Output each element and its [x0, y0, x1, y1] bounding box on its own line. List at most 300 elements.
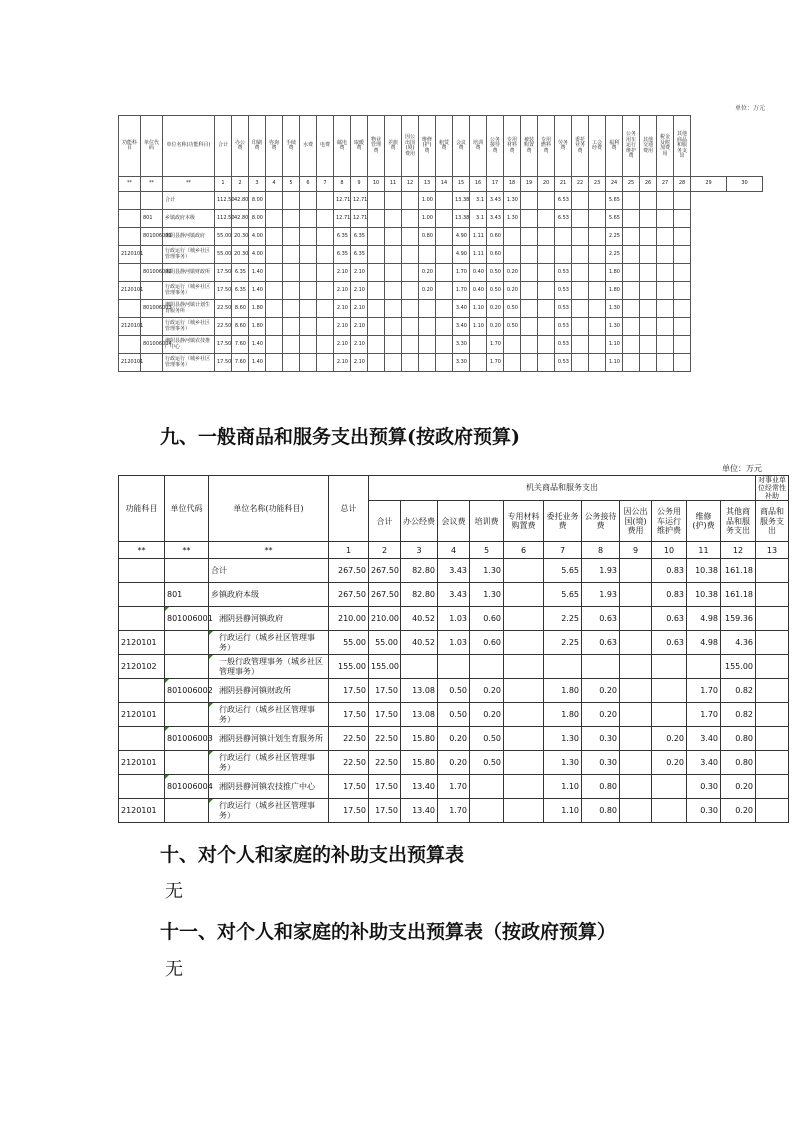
t8-code-cell: 18	[504, 177, 521, 192]
t8-header-cell: 单位代码	[141, 116, 163, 177]
t9-value-cell	[504, 607, 544, 631]
t9-value-cell: 0.83	[652, 583, 687, 607]
t9-table-row	[119, 559, 789, 583]
t9-subheader-cell: 公务用车运行维护费	[652, 501, 687, 542]
t8-value-cell: 1.30	[606, 318, 623, 336]
t9-value-cell: 10.38	[687, 583, 721, 607]
t9-value-cell	[756, 751, 789, 775]
t8-code-cell: 5	[283, 177, 300, 192]
t8-value-cell	[317, 282, 334, 300]
t9-value-cell	[756, 703, 789, 727]
t8-value-cell	[419, 246, 436, 264]
t9-value-cell	[504, 751, 544, 775]
t9-table-row	[119, 751, 789, 775]
t8-value-cell: 55.00	[215, 228, 232, 246]
t8-value-cell	[402, 228, 419, 246]
t9-unit-name-cell: 行政运行（城乡社区管理事务）	[209, 703, 329, 727]
t9-value-cell: 0.80	[582, 775, 620, 799]
t9-value-cell	[582, 655, 620, 679]
t8-code-cell	[141, 318, 163, 336]
t9-value-cell: 13.40	[401, 775, 438, 799]
t8-header-cell: 劳务费	[555, 116, 572, 177]
t8-value-cell: 1.40	[249, 264, 266, 282]
t8-value-cell: 3.30	[453, 354, 470, 372]
t8-value-cell: 12.71	[351, 192, 368, 210]
section11-body: 无	[165, 959, 183, 980]
t9-value-cell: 267.50	[369, 559, 401, 583]
t9-value-cell: 22.50	[329, 727, 369, 751]
t9-value-cell: 0.20	[582, 679, 620, 703]
t8-value-cell	[300, 318, 317, 336]
t9-value-cell	[620, 679, 652, 703]
section11-title: 十一、对个人和家庭的补助支出预算表（按政府预算）	[160, 921, 617, 943]
t8-value-cell: 112.50	[215, 210, 232, 228]
t8-header-cell: 功能科目	[119, 116, 141, 177]
t9-value-cell	[620, 751, 652, 775]
t9-head-func: 功能科目	[119, 476, 165, 542]
t8-func-cell	[119, 228, 141, 246]
t9-func-cell	[119, 775, 165, 799]
t9-code-cell: 5	[470, 542, 504, 559]
t8-value-cell: 2.10	[351, 336, 368, 354]
t8-value-cell	[674, 282, 691, 300]
t8-value-cell	[640, 318, 657, 336]
t9-func-cell: 2120101	[119, 631, 165, 655]
t9-value-cell: 1.93	[582, 559, 620, 583]
t8-func-cell: 2120101	[119, 282, 141, 300]
t9-value-cell: 17.50	[329, 775, 369, 799]
t8-value-cell	[300, 336, 317, 354]
t8-value-cell	[283, 192, 300, 210]
t8-value-cell: 1.30	[606, 300, 623, 318]
t8-value-cell: 0.60	[487, 228, 504, 246]
t8-value-cell	[436, 210, 453, 228]
t8-value-cell	[589, 300, 606, 318]
t8-value-cell	[385, 354, 402, 372]
t9-value-cell: 155.00	[329, 655, 369, 679]
t8-value-cell	[300, 228, 317, 246]
t9-value-cell: 1.70	[687, 679, 721, 703]
t8-code-cell: 15	[453, 177, 470, 192]
t8-value-cell: 6.35	[334, 246, 351, 264]
t8-value-cell	[368, 264, 385, 282]
t9-value-cell	[438, 655, 470, 679]
t8-table-row	[119, 246, 763, 264]
t9-value-cell	[504, 799, 544, 823]
t9-value-cell	[470, 775, 504, 799]
t8-header-cell: 租赁费	[436, 116, 453, 177]
t9-unit-code-cell	[165, 631, 209, 655]
t9-unit-name-cell: 行政运行（城乡社区管理事务）	[209, 751, 329, 775]
t9-value-cell: 1.10	[544, 799, 582, 823]
t8-value-cell: 0.40	[470, 264, 487, 282]
t9-value-cell: 2.25	[544, 631, 582, 655]
t9-value-cell: 0.20	[470, 703, 504, 727]
t9-value-cell: 0.20	[470, 679, 504, 703]
t8-value-cell: 2.10	[334, 264, 351, 282]
t8-table-row	[119, 318, 763, 336]
t9-value-cell: 0.60	[470, 607, 504, 631]
t8-value-cell	[368, 336, 385, 354]
t9-subheader-cell: 会议费	[438, 501, 470, 542]
t8-value-cell	[521, 210, 538, 228]
t8-code-cell: 30	[727, 177, 763, 192]
t8-value-cell	[589, 210, 606, 228]
t9-value-cell: 1.70	[687, 703, 721, 727]
t8-value-cell: 1.80	[606, 264, 623, 282]
t8-value-cell	[317, 246, 334, 264]
t8-code-cell: 26	[640, 177, 657, 192]
t8-table-row	[119, 192, 763, 210]
t9-value-cell: 0.20	[438, 751, 470, 775]
t8-value-cell: 0.53	[555, 264, 572, 282]
t8-value-cell	[317, 264, 334, 282]
t9-value-cell	[756, 607, 789, 631]
t8-header-cell: 电费	[317, 116, 334, 177]
t8-value-cell	[657, 300, 674, 318]
t9-value-cell: 210.00	[369, 607, 401, 631]
t8-value-cell	[419, 300, 436, 318]
t8-value-cell: 4.90	[453, 246, 470, 264]
t9-subheader-cell: 委托业务费	[544, 501, 582, 542]
t8-header-cell: 取暖费	[351, 116, 368, 177]
t8-value-cell	[368, 246, 385, 264]
t8-value-cell	[623, 318, 640, 336]
t9-func-cell	[119, 607, 165, 631]
t9-value-cell: 0.30	[687, 775, 721, 799]
t9-value-cell	[544, 655, 582, 679]
t8-value-cell: 8.60	[232, 300, 249, 318]
t8-name-cell: 行政运行（城乡社区管理事务）	[163, 354, 215, 372]
t9-unit-code-cell	[165, 703, 209, 727]
t9-value-cell: 82.80	[401, 583, 438, 607]
t9-func-cell	[119, 727, 165, 751]
t9-value-cell	[756, 559, 789, 583]
t8-value-cell	[589, 318, 606, 336]
t8-value-cell: 1.70	[487, 354, 504, 372]
t8-value-cell	[436, 192, 453, 210]
t8-value-cell: 12.71	[334, 192, 351, 210]
t8-value-cell: 4.00	[249, 228, 266, 246]
t8-value-cell	[623, 246, 640, 264]
t9-code-cell: 10	[652, 542, 687, 559]
t9-code-cell: 6	[504, 542, 544, 559]
t8-value-cell	[300, 282, 317, 300]
t8-code-cell: 801006002	[141, 264, 163, 282]
t8-value-cell	[300, 264, 317, 282]
t8-value-cell	[385, 318, 402, 336]
t8-value-cell	[266, 210, 283, 228]
t8-value-cell	[266, 228, 283, 246]
t8-value-cell	[385, 228, 402, 246]
t8-name-cell: 湘阴县静河镇政府	[163, 228, 215, 246]
t8-value-cell: 3.40	[453, 318, 470, 336]
t8-value-cell	[402, 210, 419, 228]
t9-unit-code-cell: 801	[165, 583, 209, 607]
t8-header-cell: 合计	[215, 116, 232, 177]
t8-code-cell: 12	[402, 177, 419, 192]
t8-value-cell	[538, 246, 555, 264]
t8-value-cell	[674, 300, 691, 318]
t9-value-cell: 17.50	[369, 799, 401, 823]
t9-value-cell: 155.00	[721, 655, 756, 679]
t8-header-cell: 会议费	[453, 116, 470, 177]
t9-value-cell	[470, 655, 504, 679]
t8-value-cell: 1.10	[606, 354, 623, 372]
t8-value-cell	[521, 300, 538, 318]
t9-value-cell: 0.30	[582, 751, 620, 775]
t9-value-cell	[504, 703, 544, 727]
t9-subheader-cell: 其他商品和服务支出	[721, 501, 756, 542]
t8-name-cell: 湘阴县静河镇计划生育服务所	[163, 300, 215, 318]
t9-value-cell	[620, 703, 652, 727]
t8-value-cell	[657, 336, 674, 354]
t8-value-cell	[385, 192, 402, 210]
t8-value-cell	[266, 264, 283, 282]
t8-value-cell	[385, 282, 402, 300]
t8-value-cell: 112.50	[215, 192, 232, 210]
t8-value-cell: 20.30	[232, 228, 249, 246]
t9-code-cell: **	[165, 542, 209, 559]
t8-value-cell	[572, 228, 589, 246]
t8-value-cell: 1.40	[249, 336, 266, 354]
t9-value-cell: 267.50	[329, 583, 369, 607]
t8-value-cell: 2.10	[334, 336, 351, 354]
t8-value-cell: 8.00	[249, 210, 266, 228]
t8-value-cell: 5.65	[606, 192, 623, 210]
t8-value-cell	[623, 228, 640, 246]
t9-table-row	[119, 727, 789, 751]
t9-value-cell: 0.82	[721, 703, 756, 727]
t9-value-cell: 4.98	[687, 631, 721, 655]
t8-value-cell	[521, 228, 538, 246]
t8-value-cell: 1.70	[453, 264, 470, 282]
t8-value-cell	[266, 318, 283, 336]
t9-subheader-cell: 办公经费	[401, 501, 438, 542]
t8-value-cell	[419, 354, 436, 372]
t9-table-row	[119, 775, 789, 799]
t9-subheader-cell: 因公出国(境)费用	[620, 501, 652, 542]
t8-value-cell: 3.43	[487, 210, 504, 228]
t8-header-cell: 手续费	[283, 116, 300, 177]
t8-value-cell	[538, 354, 555, 372]
t8-header-cell: 被装购置费	[521, 116, 538, 177]
t8-code-cell: 21	[555, 177, 572, 192]
t9-value-cell: 1.03	[438, 607, 470, 631]
t9-value-cell: 13.40	[401, 799, 438, 823]
t8-code-cell: 2	[232, 177, 249, 192]
t9-value-cell: 3.43	[438, 583, 470, 607]
t8-func-cell	[119, 300, 141, 318]
t8-func-cell: 2120101	[119, 246, 141, 264]
t8-value-cell: 1.00	[419, 210, 436, 228]
t8-value-cell	[674, 336, 691, 354]
t8-code-cell: **	[141, 177, 163, 192]
t9-table-row	[119, 703, 789, 727]
t9-value-cell: 1.70	[438, 799, 470, 823]
t8-table-row	[119, 300, 763, 318]
table9-unit: 单位：万元	[722, 464, 762, 473]
t8-header-cell: 因公出国(境)费用	[402, 116, 419, 177]
t8-value-cell	[589, 264, 606, 282]
t9-value-cell: 267.50	[329, 559, 369, 583]
t8-value-cell	[589, 282, 606, 300]
t9-value-cell: 40.52	[401, 631, 438, 655]
t8-value-cell: 0.20	[504, 264, 521, 282]
t8-name-cell: 湘阴县静河镇财政所	[163, 264, 215, 282]
t8-value-cell	[266, 336, 283, 354]
t9-head-group-subsidy: 对事业单位经常性补助	[756, 476, 789, 501]
table9	[118, 475, 789, 823]
t9-subheader-cell: 合计	[369, 501, 401, 542]
t9-table-row	[119, 799, 789, 823]
t9-unit-code-cell	[165, 799, 209, 823]
t9-unit-code-cell	[165, 751, 209, 775]
t8-value-cell	[266, 192, 283, 210]
t8-value-cell	[640, 228, 657, 246]
t9-value-cell: 159.36	[721, 607, 756, 631]
t8-code-cell: 801006003	[141, 300, 163, 318]
t9-value-cell	[504, 655, 544, 679]
t8-value-cell	[470, 336, 487, 354]
t8-table-row	[119, 336, 763, 354]
t8-value-cell: 17.50	[215, 264, 232, 282]
t8-value-cell	[572, 282, 589, 300]
t8-value-cell	[368, 228, 385, 246]
t8-value-cell: 7.60	[232, 336, 249, 354]
t8-value-cell: 13.38	[453, 210, 470, 228]
t8-value-cell	[283, 354, 300, 372]
t8-value-cell: 1.30	[504, 192, 521, 210]
t8-value-cell	[538, 228, 555, 246]
t9-value-cell: 15.80	[401, 751, 438, 775]
t8-value-cell	[589, 354, 606, 372]
t9-value-cell: 0.63	[582, 631, 620, 655]
t9-value-cell	[504, 559, 544, 583]
t9-value-cell	[756, 655, 789, 679]
t8-value-cell: 0.53	[555, 300, 572, 318]
t8-value-cell	[368, 318, 385, 336]
t8-value-cell: 6.53	[555, 192, 572, 210]
t9-code-cell: 2	[369, 542, 401, 559]
t9-value-cell: 0.20	[721, 775, 756, 799]
t8-value-cell: 2.10	[351, 354, 368, 372]
t9-value-cell	[504, 583, 544, 607]
t8-code-cell: 24	[606, 177, 623, 192]
t8-value-cell	[266, 246, 283, 264]
t8-code-cell	[141, 282, 163, 300]
t9-value-cell: 0.80	[721, 751, 756, 775]
t9-unit-code-cell: 801006002	[165, 679, 209, 703]
t8-value-cell: 3.1	[470, 192, 487, 210]
t8-value-cell: 1.10	[470, 318, 487, 336]
t9-value-cell: 161.18	[721, 583, 756, 607]
t8-value-cell	[657, 210, 674, 228]
t8-header-cell: 单位名称(功能科目)	[163, 116, 215, 177]
t8-code-cell	[141, 354, 163, 372]
t9-func-cell	[119, 679, 165, 703]
t9-value-cell: 0.83	[652, 559, 687, 583]
t8-value-cell: 0.20	[504, 282, 521, 300]
t8-code-cell: 28	[674, 177, 691, 192]
t8-value-cell	[657, 264, 674, 282]
t9-value-cell: 82.80	[401, 559, 438, 583]
t8-value-cell	[640, 264, 657, 282]
t9-value-cell	[620, 583, 652, 607]
t8-value-cell	[402, 354, 419, 372]
t8-value-cell	[589, 192, 606, 210]
t8-name-cell: 行政运行（城乡社区管理事务）	[163, 318, 215, 336]
t9-value-cell: 0.80	[582, 799, 620, 823]
t9-unit-code-cell: 801006003	[165, 727, 209, 751]
t8-code-cell: 23	[589, 177, 606, 192]
t8-value-cell: 0.50	[504, 300, 521, 318]
t8-value-cell: 1.10	[470, 300, 487, 318]
t8-value-cell	[385, 300, 402, 318]
t8-value-cell: 2.10	[334, 318, 351, 336]
t8-value-cell: 55.00	[215, 246, 232, 264]
t8-value-cell	[640, 210, 657, 228]
t8-code-cell	[141, 246, 163, 264]
t8-header-cell: 专用材料费	[504, 116, 521, 177]
t8-value-cell: 5.65	[606, 210, 623, 228]
t9-value-cell: 10.38	[687, 559, 721, 583]
t8-value-cell: 8.00	[249, 192, 266, 210]
t9-value-cell: 0.20	[582, 703, 620, 727]
t8-value-cell	[640, 282, 657, 300]
t8-value-cell: 22.50	[215, 318, 232, 336]
t8-value-cell: 3.40	[453, 300, 470, 318]
t8-value-cell: 22.50	[215, 300, 232, 318]
t8-header-cell: 办公费	[232, 116, 249, 177]
t8-value-cell	[538, 336, 555, 354]
t9-value-cell: 1.93	[582, 583, 620, 607]
t8-value-cell: 13.38	[453, 192, 470, 210]
t8-value-cell	[266, 354, 283, 372]
t8-value-cell	[283, 210, 300, 228]
t8-value-cell	[266, 282, 283, 300]
t9-table-row	[119, 631, 789, 655]
t8-value-cell: 1.70	[453, 282, 470, 300]
t8-table-row	[119, 210, 763, 228]
t8-value-cell: 2.10	[351, 282, 368, 300]
t9-value-cell: 17.50	[369, 679, 401, 703]
t8-name-cell: 乡镇政府本级	[163, 210, 215, 228]
t8-value-cell	[436, 318, 453, 336]
t9-value-cell	[687, 655, 721, 679]
t9-table-row	[119, 607, 789, 631]
t9-value-cell	[756, 727, 789, 751]
t9-value-cell: 0.50	[470, 751, 504, 775]
t9-func-cell: 2120101	[119, 703, 165, 727]
t8-value-cell	[640, 192, 657, 210]
t8-code-cell: 29	[691, 177, 727, 192]
t8-value-cell: 17.50	[215, 354, 232, 372]
t8-value-cell: 0.50	[487, 282, 504, 300]
t8-value-cell: 1.40	[249, 282, 266, 300]
t8-code-cell: 1	[215, 177, 232, 192]
t8-value-cell	[368, 300, 385, 318]
t8-value-cell	[640, 354, 657, 372]
t8-value-cell	[402, 336, 419, 354]
t9-value-cell: 210.00	[329, 607, 369, 631]
t9-unit-code-cell: 801006001	[165, 607, 209, 631]
t9-value-cell: 13.08	[401, 703, 438, 727]
t8-header-cell: 印刷费	[249, 116, 266, 177]
t8-value-cell: 42.80	[232, 192, 249, 210]
t8-name-cell: 行政运行（城乡社区管理事务）	[163, 282, 215, 300]
t8-value-cell	[657, 318, 674, 336]
